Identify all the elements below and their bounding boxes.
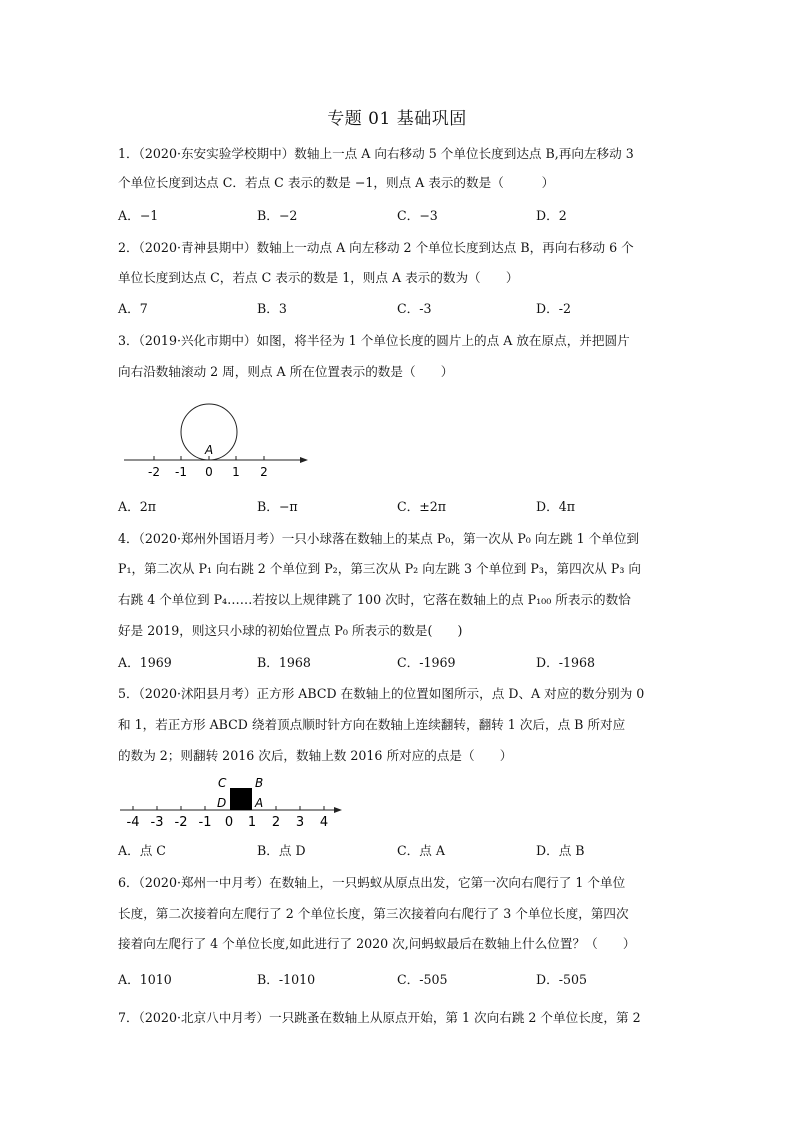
vertex-label-c: C [218,776,227,790]
option-a: A．−1 [118,208,159,223]
option-c: C．-3 [397,301,432,316]
tick-label: 2 [260,465,268,478]
option-b: B．3 [257,301,287,316]
option-d: D．-1968 [536,655,595,670]
tick-label: -2 [148,465,160,478]
tick-label: 4 [319,815,329,830]
option-a: A．1010 [118,972,172,987]
square-abcd [230,788,252,810]
tick-label: 1 [232,465,240,478]
number-line-arrow [300,457,308,463]
question-5-options [118,843,678,859]
question-2-options [118,301,678,317]
number-line-arrow [334,807,342,813]
option-c: C．−3 [397,208,438,223]
option-b: B．−2 [257,208,298,223]
option-b: B．1968 [257,655,311,670]
question-3-options [118,499,678,515]
tick-label: 3 [295,815,305,830]
circle-point-label: A [205,443,214,457]
question-4-line-4: 好是 2019，则这只小球的初始位置点 P₀ 所表示的数是( ) [118,623,463,638]
vertex-label-a: A [255,796,264,810]
tick-label: 1 [247,815,257,830]
option-b: B．-1010 [257,972,316,987]
option-c: C．-505 [397,972,448,987]
question-5-line-1: 5．（2020·沭阳县月考）正方形 ABCD 在数轴上的位置如图所示，点 D、A 对应的数分别为 0 [118,686,645,701]
question-2-line-1: 2．（2020·青神县期中）数轴上一动点 A 向左移动 2 个单位长度到达点 B，再向右移动 6 个 [118,240,634,255]
question-6-line-2: 长度，第二次接着向左爬行了 2 个单位长度，第三次接着向右爬行了 3 个单位长度，第四次 [118,906,629,921]
square-number-line-figure [118,774,348,834]
option-d: D．点 B [536,843,585,858]
question-1-line-1: 1．（2020·东安实验学校期中）数轴上一点 A 向右移动 5 个单位长度到达点 B,再向左移动 3 [118,146,634,161]
vertex-label-b: B [255,776,264,790]
option-a: A．1969 [118,655,172,670]
question-4-line-2: P₁，第二次从 P₁ 向右跳 2 个单位到 P₂，第三次从 P₂ 向左跳 3 个单位到 P₃，第四次从 P₃ 向 [118,561,642,576]
question-6-options [118,972,678,988]
option-c: C．±2π [397,499,447,514]
question-6-line-3: 接着向左爬行了 4 个单位长度,如此进行了 2020 次,问蚂蚁最后在数轴上什么位置？（ ） [118,936,636,951]
option-d: D．-2 [536,301,571,316]
question-1-line-2: 个单位长度到达点 C．若点 C 表示的数是 −1，则点 A 表示的数是（ ） [118,175,555,190]
tick-label: -1 [198,815,212,830]
circle-number-line-figure [118,398,318,482]
question-4-line-1: 4．（2020·郑州外国语月考）一只小球落在数轴上的某点 P₀，第一次从 P₀ 向左跳 1 个单位到 [118,531,640,546]
question-2-line-2: 单位长度到达点 C，若点 C 表示的数是 1，则点 A 表示的数为（ ） [118,270,519,285]
option-a: A．2π [118,499,156,514]
question-1-options [118,208,678,224]
question-4-line-3: 右跳 4 个单位到 P₄……若按以上规律跳了 100 次时，它落在数轴上的点 P₁₀₀ 所表示的数恰 [118,592,631,607]
tick-label: -1 [175,465,187,478]
option-c: C．点 A [397,843,445,858]
question-3-line-1: 3．（2019·兴化市期中）如图，将半径为 1 个单位长度的圆片上的点 A 放在原点，并把圆片 [118,333,630,348]
question-3-line-2: 向右沿数轴滚动 2 周，则点 A 所在位置表示的数是（ ） [118,364,454,379]
tick-label: 0 [224,815,234,830]
tick-label: 2 [271,815,281,830]
question-5-line-2: 和 1，若正方形 ABCD 绕着顶点顺时针方向在数轴上连续翻转，翻转 1 次后，点 B 所对应 [118,717,626,732]
option-d: D．-505 [536,972,587,987]
question-7-line-1: 7．（2020·北京八中月考）一只跳蚤在数轴上从原点开始，第 1 次向右跳 2 个单位长度，第 2 [118,1010,641,1025]
option-d: D．4π [536,499,575,514]
page-title: 专题 01 基础巩固 [327,109,467,129]
option-b: B．点 D [257,843,306,858]
tick-label: 0 [205,465,213,478]
option-d: D．2 [536,208,567,223]
question-4-options [118,655,678,671]
vertex-label-d: D [217,796,227,810]
question-5-line-3: 的数为 2；则翻转 2016 次后，数轴上数 2016 所对应的点是（ ） [118,748,513,763]
option-c: C．-1969 [397,655,456,670]
option-a: A．点 C [118,843,166,858]
tick-label: -4 [126,815,140,830]
question-6-line-1: 6．（2020·郑州一中月考）在数轴上，一只蚂蚁从原点出发，它第一次向右爬行了 1 个单位 [118,875,626,890]
option-a: A．7 [118,301,148,316]
option-b: B．−π [257,499,298,514]
tick-label: -3 [150,815,164,830]
tick-label: -2 [174,815,188,830]
